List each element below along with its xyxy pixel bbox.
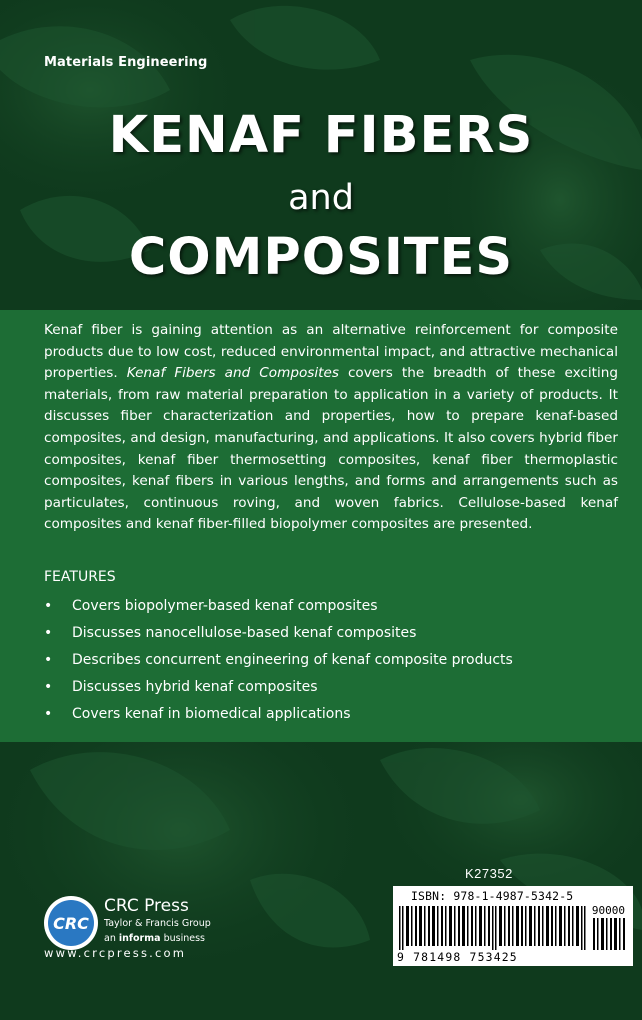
isbn-text: ISBN: 978-1-4987-5342-5 (411, 889, 574, 903)
feature-item: • Discusses hybrid kenaf composites (44, 679, 318, 695)
bullet-icon: • (44, 706, 53, 722)
catalog-code: K27352 (465, 866, 513, 881)
feature-item: • Discusses nanocellulose-based kenaf composites (44, 625, 417, 641)
publisher-name: CRC Press (104, 896, 189, 916)
crc-logo-icon (42, 894, 100, 952)
feature-item: • Covers kenaf in biomedical applications (44, 706, 351, 722)
isbn-barcode (393, 886, 633, 966)
bullet-icon: • (44, 598, 53, 614)
book-title-line3: COMPOSITES (128, 228, 514, 287)
series-label: Materials Engineering (44, 55, 208, 70)
features-list (44, 596, 513, 731)
bullet-icon: • (44, 652, 53, 668)
description-text-1: Kenaf fiber is gaining attention as an alternative reinforcement for composite products due to low cost, reduced environmental impact, and attractive mechanical properties. (44, 322, 618, 382)
feature-item: • Describes concurrent engineering of kenaf composite products (44, 652, 513, 668)
crc-logo-text: CRC (53, 914, 89, 933)
description-text-2: covers the breadth of these exciting materials, from raw material preparation to application in a variety of products. It discusses fiber characterization and properties, how to prepare kenaf-based composites, and design, manufacturing, and applications. It also covers hybrid fiber composites, kenaf fiber thermosetting composites, kenaf fiber thermoplastic composites, kenaf fibers in various lengths, and forms and arrangements such as particulates, continuous roving, and woven fabrics. Cellulose-based kenaf composites and kenaf fiber-filled biopolymer composites are presented. (44, 365, 618, 533)
description-book-title: Kenaf Fibers and Composites (126, 365, 339, 382)
barcode-addon: 90000 (591, 904, 625, 917)
features-heading: FEATURES (44, 569, 116, 585)
book-description (44, 320, 618, 536)
feature-item: • Covers biopolymer-based kenaf composites (44, 598, 378, 614)
publisher-informa: an informa business (104, 933, 205, 944)
publisher-group: Taylor & Francis Group (104, 918, 211, 929)
barcode-digits: 9 781498 753425 (397, 950, 518, 964)
book-title-line1: KENAF FIBERS (108, 106, 534, 165)
bullet-icon: • (44, 679, 53, 695)
bullet-icon: • (44, 625, 53, 641)
book-title-line2: and (288, 178, 354, 218)
publisher-website[interactable]: www.crcpress.com (44, 946, 187, 960)
